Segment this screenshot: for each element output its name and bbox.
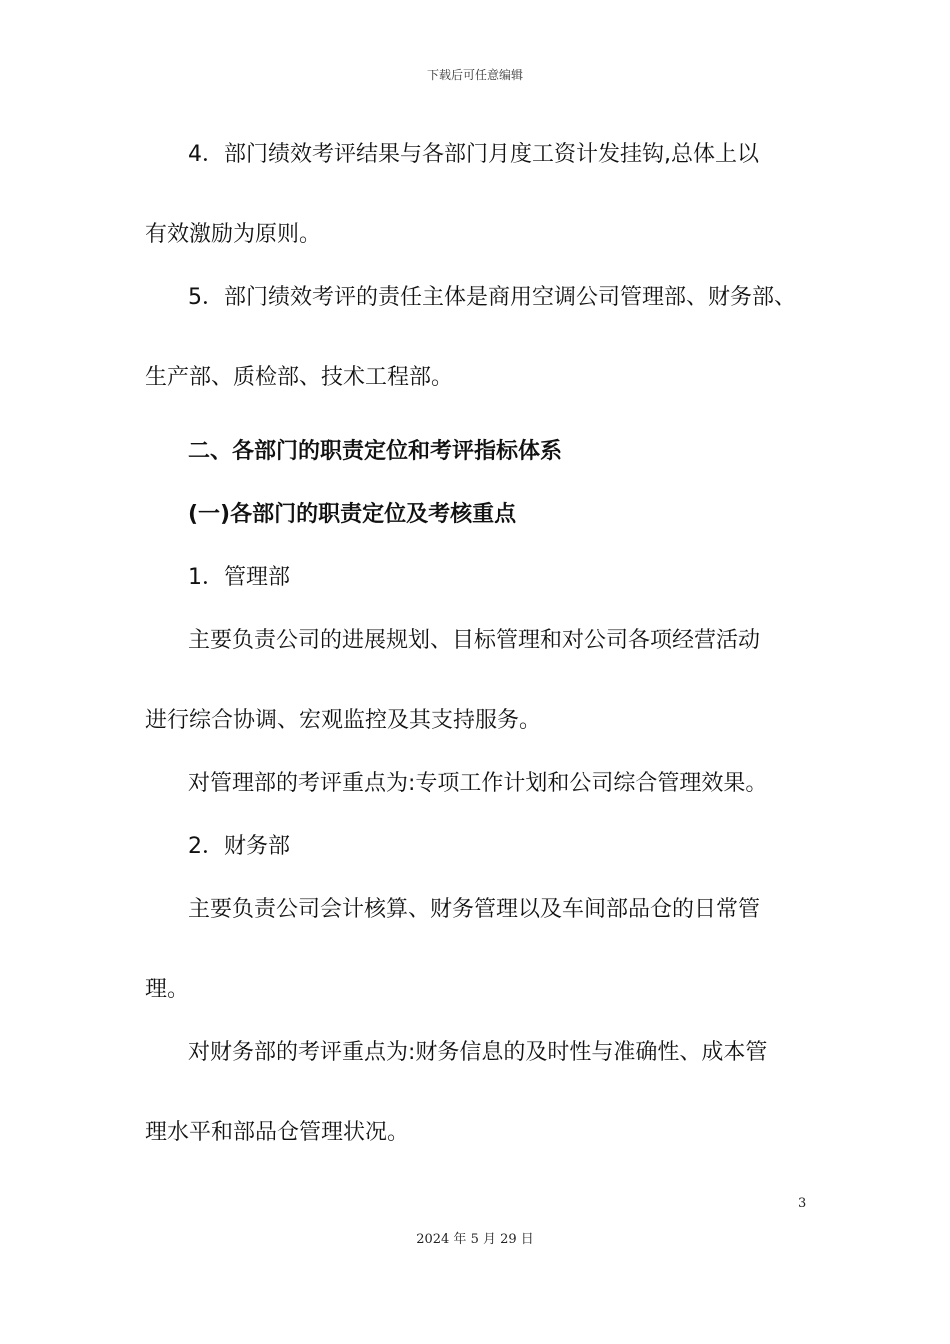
paragraph-line: 对财务部的考评重点为:财务信息的及时性与准确性、成本管 (188, 1040, 768, 1065)
paragraph-line: 生产部、质检部、技术工程部。 (145, 365, 454, 390)
paragraph-line: 主要负责公司会计核算、财务管理以及车间部品仓的日常管 (188, 897, 761, 922)
paragraph-line: 对管理部的考评重点为:专项工作计划和公司综合管理效果。 (188, 771, 768, 796)
paragraph-line: 理水平和部品仓管理状况。 (145, 1120, 410, 1145)
subsection-heading: (一)各部门的职责定位及考核重点 (188, 502, 517, 527)
paragraph-line: 理。 (145, 977, 190, 1002)
item-heading: 2．财务部 (188, 834, 290, 859)
paragraph-line: 有效激励为原则。 (145, 222, 322, 247)
paragraph-line: 5．部门绩效考评的责任主体是商用空调公司管理部、财务部、 (188, 285, 796, 310)
page-header: 下载后可任意编辑 (426, 68, 523, 82)
paragraph-line: 4．部门绩效考评结果与各部门月度工资计发挂钩,总体上以 (188, 142, 759, 167)
section-heading: 二、各部门的职责定位和考评指标体系 (188, 439, 563, 464)
item-heading: 1．管理部 (188, 565, 290, 590)
paragraph-line: 主要负责公司的进展规划、目标管理和对公司各项经营活动 (188, 628, 761, 653)
footer-date: 2024 年 5 月 29 日 (416, 1232, 534, 1247)
page-number: 3 (798, 1196, 807, 1211)
paragraph-line: 进行综合协调、宏观监控及其支持服务。 (145, 708, 542, 733)
